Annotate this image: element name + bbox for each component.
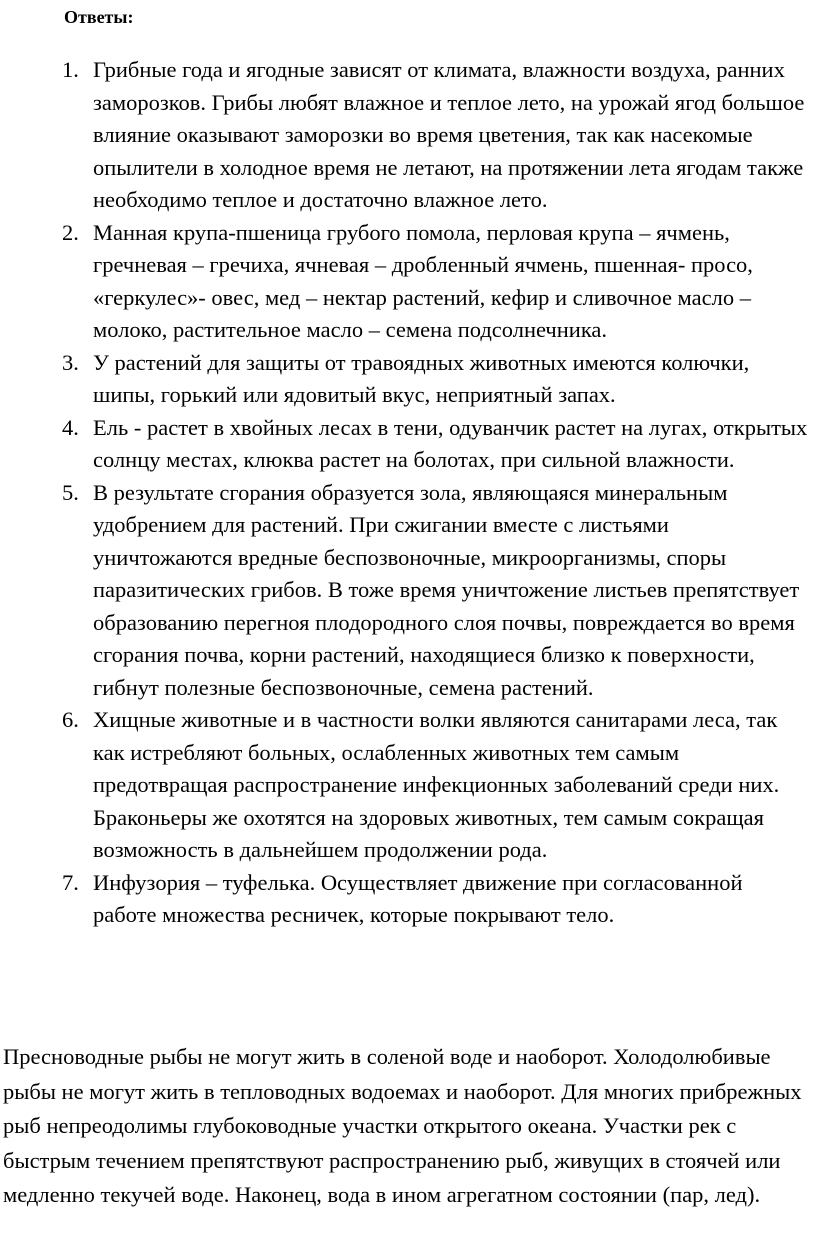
- answer-text: В результате сгорания образуется зола, являющаяся минеральным удобрением для растений. При сжигании вместе с листьями уничтожаются вредные беспозвоночные, микроорганизмы, споры паразитических грибов. В тоже время уничтожение листьев препятствует образованию перегноя плодородного слоя почвы, повреждается во время сгорания почва, корни растений, находящиеся близко к поверхности, гибнут полезные беспозвоночные, семена растений.: [93, 479, 800, 700]
- closing-paragraph: Пресноводные рыбы не могут жить в соленой воде и наоборот. Холодолюбивые рыбы не могут жить в тепловодных водоемах и наоборот. Для многих прибрежных рыб непреодолимы глубоководные участки открытого океана. Участки рек с быстрым течением препятствуют распространению рыб, живущих в стоячей или медленно текучей воде. Наконец, вода в ином агрегатном состоянии (пар, лед).: [3, 1044, 802, 1207]
- answer-text: Инфузория – туфелька. Осуществляет движение при согласованной работе множества ресничек, которые покрывают тело.: [93, 869, 743, 927]
- answer-text: У растений для защиты от травоядных животных имеются колючки, шипы, горький или ядовитый вкус, неприятный запах.: [93, 349, 750, 407]
- answer-text: Грибные года и ягодные зависят от климата, влажности воздуха, ранних заморозков. Грибы любят влажное и теплое лето, на урожай ягод большое влияние оказывают заморозки во время цветения, так как насекомые опылители в холодное время не летают, на протяжении лета ягодам также необходимо теплое и достаточно влажное лето.: [93, 57, 805, 212]
- answer-item-1: [0, 54, 816, 217]
- answer-item-4: [0, 412, 816, 477]
- answer-text: Манная крупа-пшеница грубого помола, перловая крупа – ячмень, гречневая – гречиха, ячневая – дробленный ячмень, пшенная- просо, «геркулес»- овес, мед – нектар растений, кефир и сливочное масло – молоко, растительное масло – семена подсолнечника.: [93, 219, 753, 342]
- answer-item-3: [0, 347, 816, 412]
- answer-item-6: [0, 704, 816, 867]
- answer-item-7: [0, 867, 816, 932]
- answer-number: 5.: [62, 479, 79, 505]
- answer-number: 1.: [62, 57, 79, 82]
- answer-number: 7.: [62, 869, 79, 895]
- answer-item-2: [0, 217, 816, 347]
- answer-item-5: [0, 477, 816, 705]
- answers-list: [0, 54, 816, 932]
- answers-heading: Ответы:: [64, 7, 134, 27]
- answer-number: 4.: [62, 414, 79, 440]
- answer-text: Хищные животные и в частности волки являются санитарами леса, так как истребляют больных, ослабленных животных тем самым предотвращая распространение инфекционных заболеваний среди них. Браконьеры же охотятся на здоровых животных, тем самым сокращая возможность в дальнейшем продолжении рода.: [93, 707, 780, 862]
- answer-number: 2.: [62, 219, 79, 245]
- answer-text: Ель - растет в хвойных лесах в тени, одуванчик растет на лугах, открытых солнцу местах, клюква растет на болотах, при сильной влажности.: [93, 414, 808, 472]
- answer-number: 3.: [62, 349, 79, 375]
- answer-number: 6.: [62, 707, 79, 732]
